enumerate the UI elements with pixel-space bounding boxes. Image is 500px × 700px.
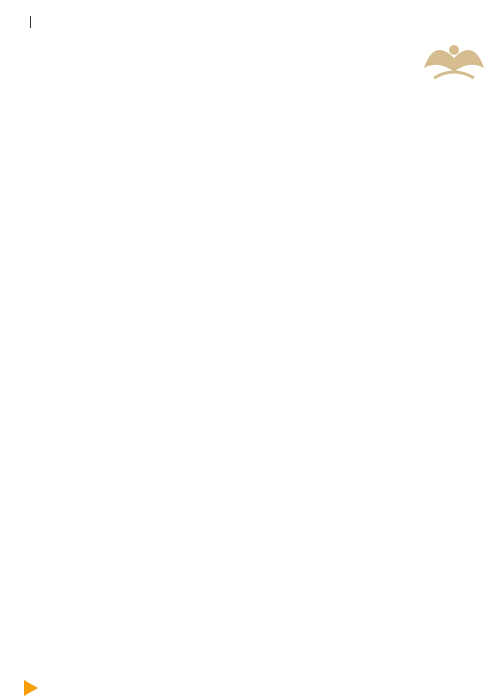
page-header [22, 14, 39, 30]
arrow-icon [24, 680, 38, 696]
header-divider [30, 16, 31, 28]
publisher-logo-icon [414, 28, 494, 98]
watermark-bar [0, 676, 500, 700]
